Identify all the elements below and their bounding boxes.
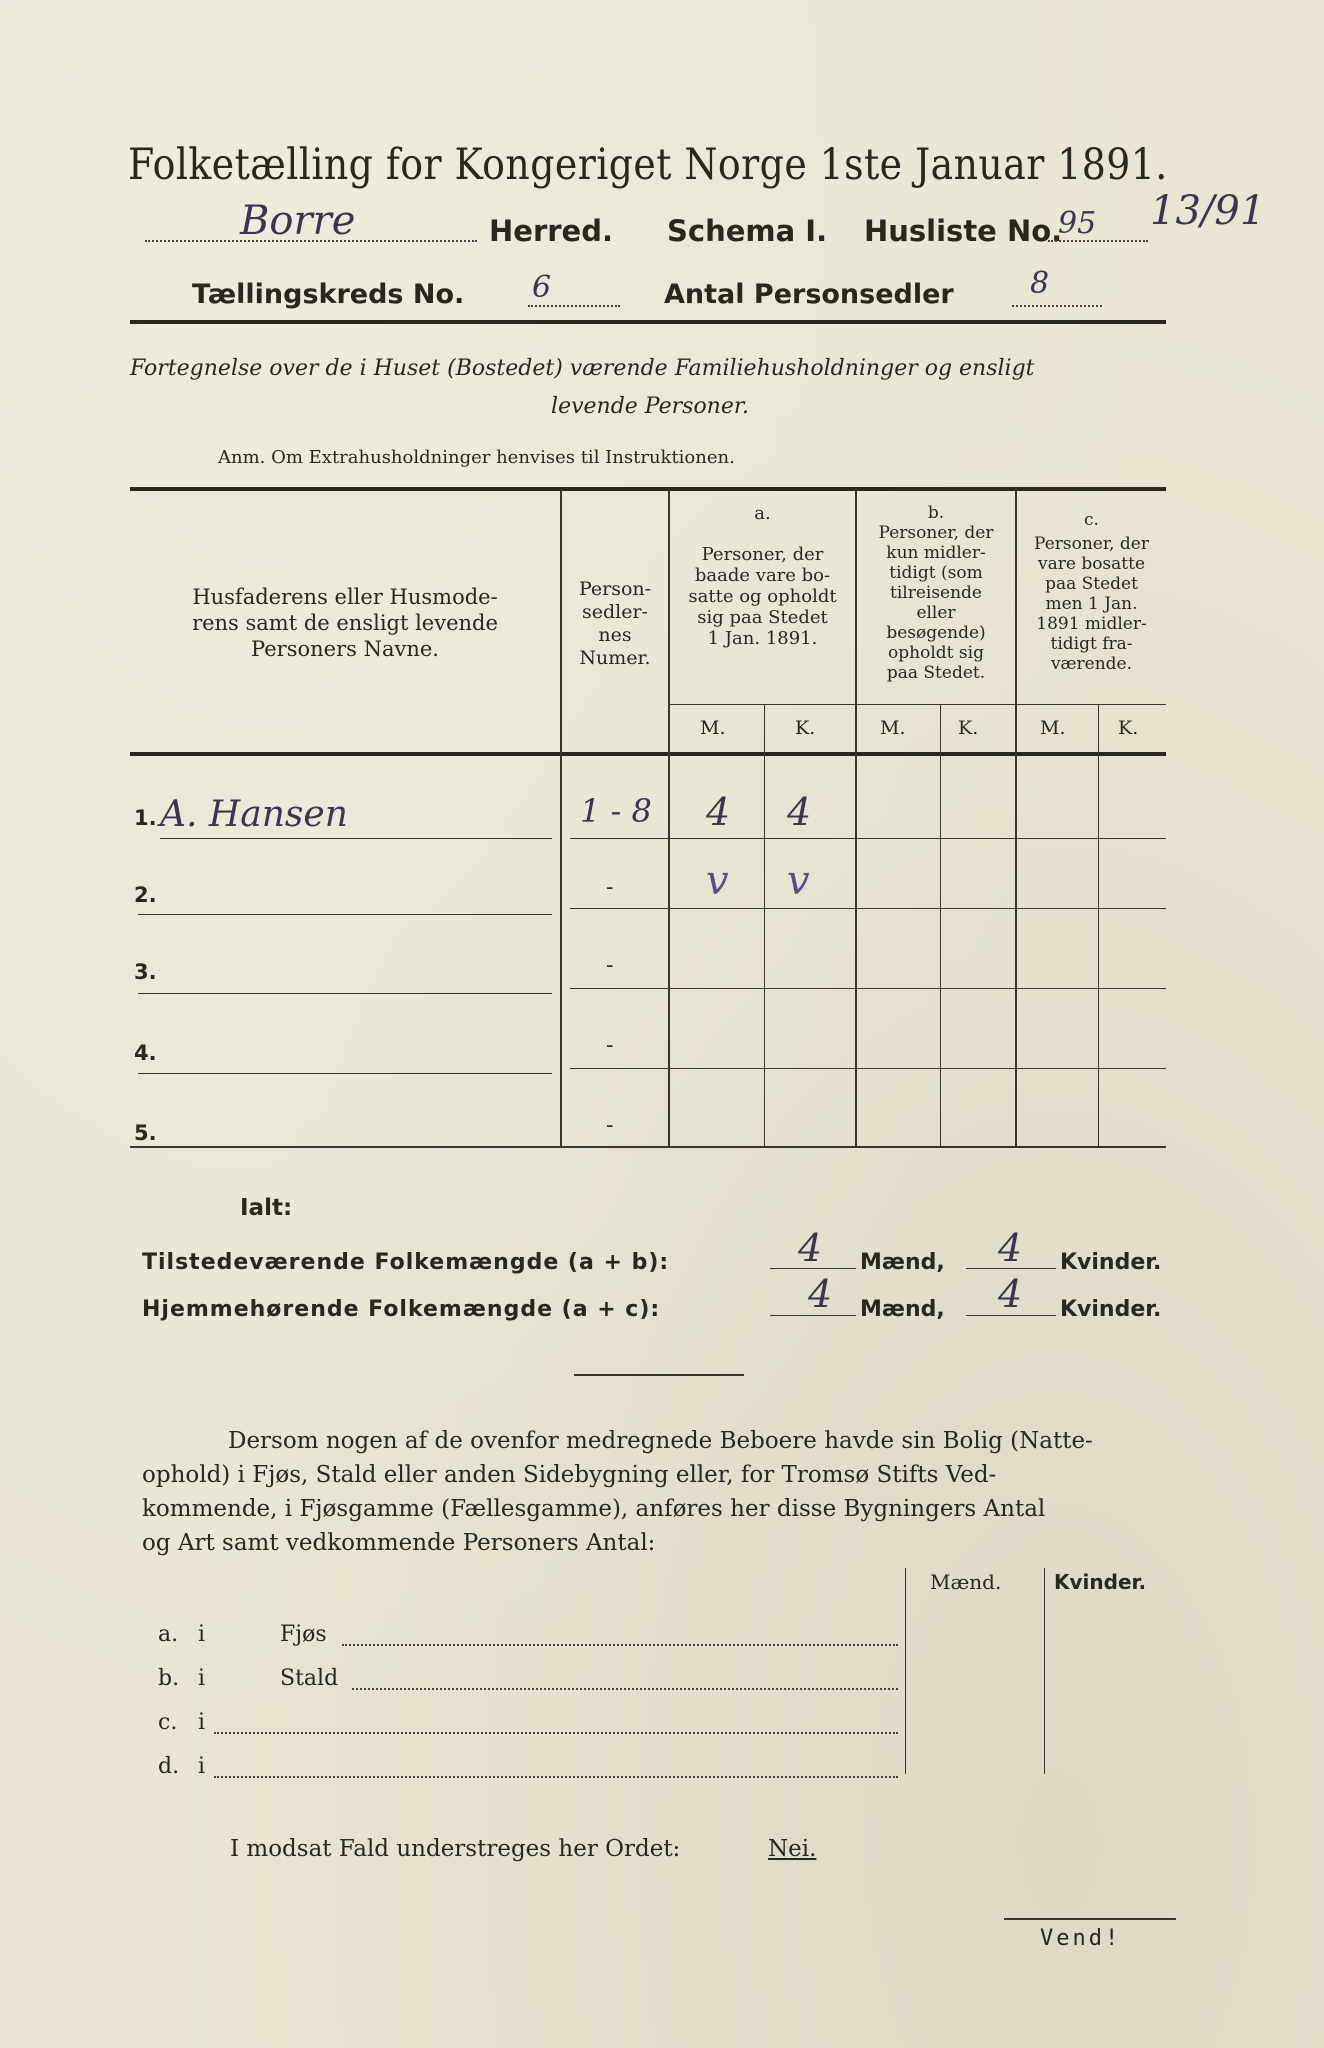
row-num: -: [606, 875, 614, 900]
total-line-2-label: Hjemmehørende Folkemængde (a + c):: [142, 1297, 661, 1322]
building-dotted-line: [352, 1688, 898, 1690]
paragraph-line-2: ophold) i Fjøs, Stald eller anden Sidebygning eller, for Tromsø Stifts Ved-: [142, 1462, 997, 1488]
total-2-kvinder: Kvinder.: [1060, 1297, 1162, 1322]
a-k-label: K.: [795, 717, 816, 739]
total-2-k-value: 4: [998, 1272, 1023, 1316]
corner-note: 13/91: [1150, 188, 1266, 234]
antal-dotted-line: [1012, 305, 1102, 307]
intro-note: Anm. Om Extrahusholdninger henvises til Instruktionen.: [218, 447, 735, 468]
row-number: 4.: [134, 1041, 157, 1065]
husliste-value: 95: [1058, 206, 1097, 241]
total-2-maend: Mænd,: [860, 1297, 945, 1322]
row-4-name-line: [138, 1073, 552, 1074]
intro-line-1: Fortegnelse over de i Huset (Bostedet) værende Familiehusholdninger og ensligt: [130, 356, 1035, 381]
row-number: 3.: [134, 960, 157, 984]
row-name: A. Hansen: [160, 794, 348, 835]
table-bottom-rule: [130, 1146, 1166, 1148]
row-1-name-line: [160, 838, 552, 839]
building-letter: b.: [158, 1666, 180, 1691]
paragraph-line-4: og Art samt vedkommende Personers Antal:: [142, 1530, 656, 1556]
buildings-divider-2: [1044, 1568, 1045, 1774]
form-title: Folketælling for Kongeriget Norge 1ste Januar 1891.: [128, 140, 1168, 190]
husliste-label: Husliste No.: [864, 214, 1063, 248]
antal-value: 8: [1030, 266, 1050, 301]
total-1-m-value: 4: [798, 1226, 823, 1270]
row-a-m: v: [706, 858, 729, 904]
vend-rule: [1004, 1918, 1176, 1920]
building-letter: a.: [158, 1622, 179, 1647]
buildings-kvinder-header: Kvinder.: [1054, 1570, 1147, 1594]
col-divider-b-mk: [940, 704, 941, 1148]
a-m-label: M.: [700, 717, 726, 739]
buildings-maend-header: Mænd.: [930, 1570, 1002, 1594]
building-i: i: [198, 1666, 206, 1691]
row-num: -: [606, 1113, 614, 1138]
schema-label: Schema I.: [667, 214, 828, 248]
antal-label: Antal Personsedler: [664, 279, 954, 310]
total-1-maend: Mænd,: [860, 1250, 945, 1275]
c-k-label: K.: [1118, 717, 1139, 739]
row-4-cells-line: [570, 1068, 1166, 1069]
buildings-divider-1: [905, 1568, 906, 1774]
herred-label: Herred.: [489, 214, 613, 248]
mk-header-rule: [668, 704, 1166, 705]
row-1-cells-line: [570, 838, 1166, 839]
building-dotted-line: [214, 1732, 898, 1734]
row-number: 2.: [134, 883, 157, 907]
total-2-m-value: 4: [808, 1272, 833, 1316]
col-b-header: b. Personer, der kun midler- tidigt (som tilreisende eller besøgende) opholdt sig paa Stedet.: [878, 503, 994, 683]
kreds-label: Tællingskreds No.: [192, 279, 465, 310]
building-i: i: [198, 1710, 206, 1735]
c-m-label: M.: [1040, 717, 1066, 739]
col-a-header: a. Personer, der baade vare bo- satte og opholdt sig paa Stedet 1 Jan. 1891.: [688, 503, 837, 649]
col-divider-a-mk: [764, 704, 765, 1148]
building-label: Fjøs: [280, 1622, 327, 1647]
table-header-rule: [130, 752, 1166, 756]
b-k-label: K.: [958, 717, 979, 739]
row-number: 5.: [134, 1121, 157, 1145]
building-letter: c.: [158, 1710, 178, 1735]
intro-line-2: levende Personer.: [551, 394, 749, 419]
col-divider-c-mk: [1098, 704, 1099, 1148]
row-number: 1.: [134, 806, 157, 830]
building-dotted-line: [214, 1776, 898, 1778]
modsat-text: I modsat Fald understreges her Ordet:: [230, 1836, 681, 1862]
vend-text: Vend!: [1040, 1926, 1122, 1951]
ialt-label: Ialt:: [240, 1195, 293, 1221]
row-3-cells-line: [570, 988, 1166, 989]
table-top-rule: [130, 487, 1166, 491]
row-3-name-line: [138, 993, 552, 994]
header-rule: [130, 320, 1166, 324]
total-1-kvinder: Kvinder.: [1060, 1250, 1162, 1275]
building-letter: d.: [158, 1754, 180, 1779]
col-name-header: Husfaderens eller Husmode- rens samt de ensligt levende Personers Navne.: [192, 585, 498, 661]
total-line-1-label: Tilstedeværende Folkemængde (a + b):: [142, 1250, 670, 1275]
building-i: i: [198, 1622, 206, 1647]
row-a-k: 4: [787, 790, 812, 834]
divider-rule: [574, 1374, 744, 1376]
row-a-k: v: [787, 858, 810, 904]
herred-value: Borre: [240, 198, 356, 244]
building-label: Stald: [280, 1666, 339, 1691]
total-1-k-value: 4: [998, 1226, 1023, 1270]
row-num: 1 - 8: [580, 792, 652, 830]
row-2-name-line: [138, 914, 552, 915]
paragraph-line-3: kommende, i Fjøsgamme (Fællesgamme), anføres her disse Bygningers Antal: [142, 1496, 1046, 1522]
building-dotted-line: [342, 1644, 898, 1646]
nei-word: Nei.: [768, 1836, 817, 1862]
kreds-value: 6: [532, 270, 552, 305]
row-num: -: [606, 953, 614, 978]
building-i: i: [198, 1754, 206, 1779]
col-num-header: Person- sedler- nes Numer.: [578, 578, 652, 669]
b-m-label: M.: [880, 717, 906, 739]
kreds-dotted-line: [528, 305, 620, 307]
col-c-header: c. Personer, der vare bosatte paa Stedet men 1 Jan. 1891 midler- tidigt fra- værende.: [1034, 510, 1149, 674]
row-a-m: 4: [706, 790, 731, 834]
row-2-cells-line: [570, 908, 1166, 909]
row-num: -: [606, 1033, 614, 1058]
paragraph-line-1: Dersom nogen af de ovenfor medregnede Beboere havde sin Bolig (Natte-: [228, 1428, 1093, 1454]
